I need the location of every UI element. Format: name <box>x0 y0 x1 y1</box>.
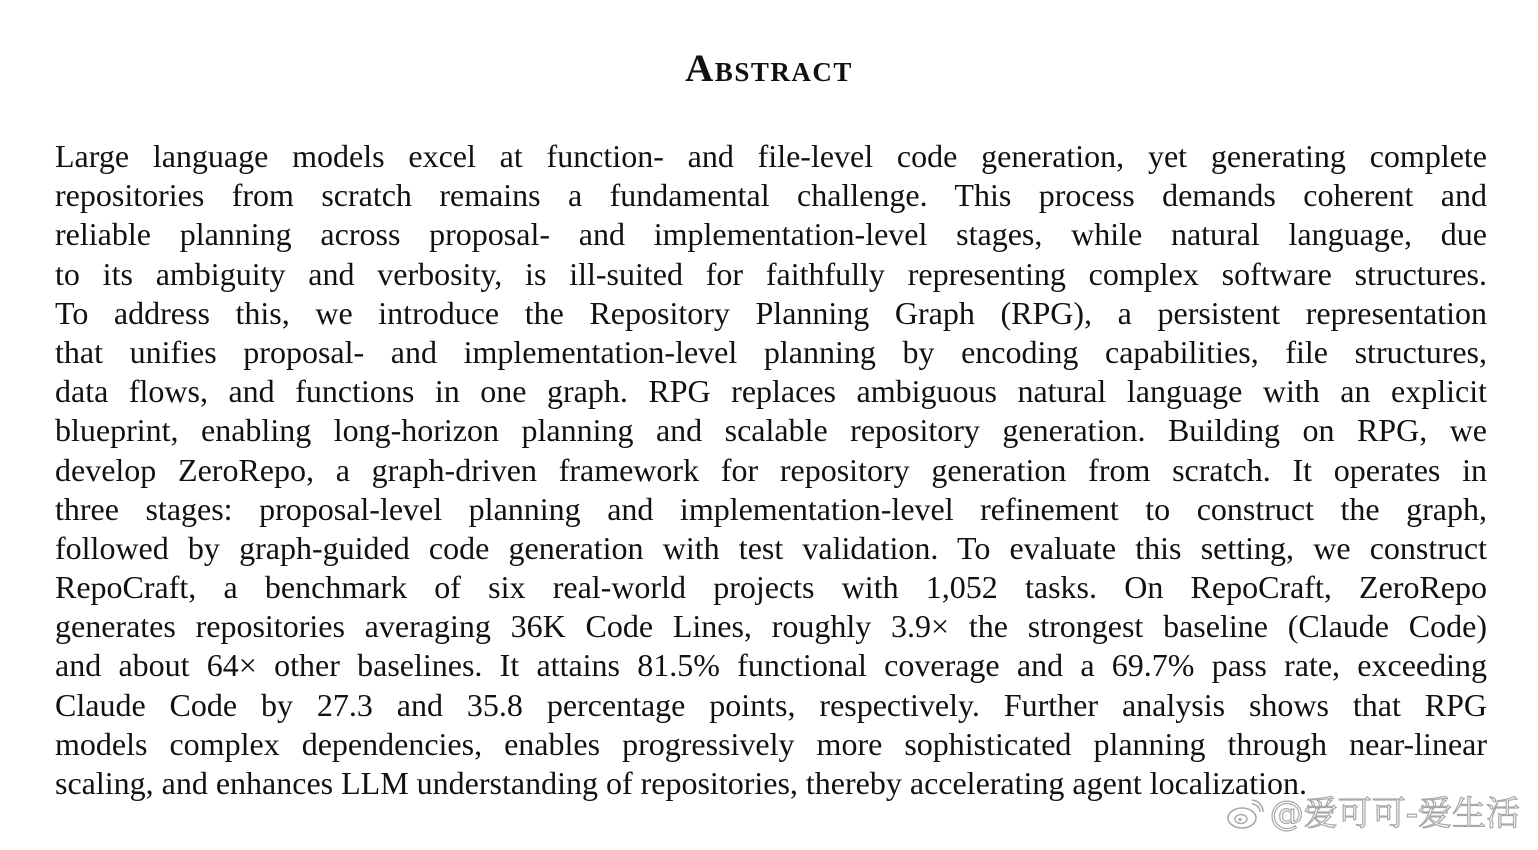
abstract-line: three stages: proposal-level planning and implementation-level refinement to construct the graph, <box>55 490 1487 527</box>
abstract-line: to its ambiguity and verbosity, is ill-suited for faithfully representing complex software structures. <box>55 255 1487 292</box>
abstract-line: blueprint, enabling long-horizon planning and scalable repository generation. Building on RPG, we <box>55 412 1487 449</box>
abstract-line: data flows, and functions in one graph. RPG replaces ambiguous natural language with an explicit <box>55 373 1487 410</box>
watermark-text: @爱可可-爱生活 <box>1269 794 1520 834</box>
abstract-line: reliable planning across proposal- and implementation-level stages, while natural language, due <box>55 216 1487 253</box>
abstract-line: develop ZeroRepo, a graph-driven framework for repository generation from scratch. It operates in <box>55 451 1487 488</box>
abstract-line: followed by graph-guided code generation with test validation. To evaluate this setting, we construct <box>55 529 1487 566</box>
abstract-line: and about 64× other baselines. It attains 81.5% functional coverage and a 69.7% pass rate, exceeding <box>55 647 1487 684</box>
abstract-line: RepoCraft, a benchmark of six real-world projects with 1,052 tasks. On RepoCraft, ZeroRepo <box>55 569 1487 606</box>
abstract-line: that unifies proposal- and implementation-level planning by encoding capabilities, file structures, <box>55 333 1487 370</box>
weibo-logo-icon <box>1226 798 1264 830</box>
abstract-line: scaling, and enhances LLM understanding of repositories, thereby accelerating agent localization. <box>55 765 1307 801</box>
watermark <box>1226 794 1520 834</box>
abstract-line: Claude Code by 27.3 and 35.8 percentage points, respectively. Further analysis shows that RPG <box>55 686 1487 723</box>
abstract-line: Large language models excel at function- and file-level code generation, yet generating complete <box>55 138 1487 174</box>
abstract-line: generates repositories averaging 36K Code Lines, roughly 3.9× the strongest baseline (Claude Code) <box>55 608 1487 645</box>
abstract-line: repositories from scratch remains a fundamental challenge. This process demands coherent and <box>55 177 1487 214</box>
abstract-body <box>55 137 1487 803</box>
abstract-line: models complex dependencies, enables progressively more sophisticated planning through near-linear <box>55 725 1487 762</box>
abstract-heading: Abstract <box>685 47 853 90</box>
abstract-line: To address this, we introduce the Repository Planning Graph (RPG), a persistent representation <box>55 294 1487 331</box>
